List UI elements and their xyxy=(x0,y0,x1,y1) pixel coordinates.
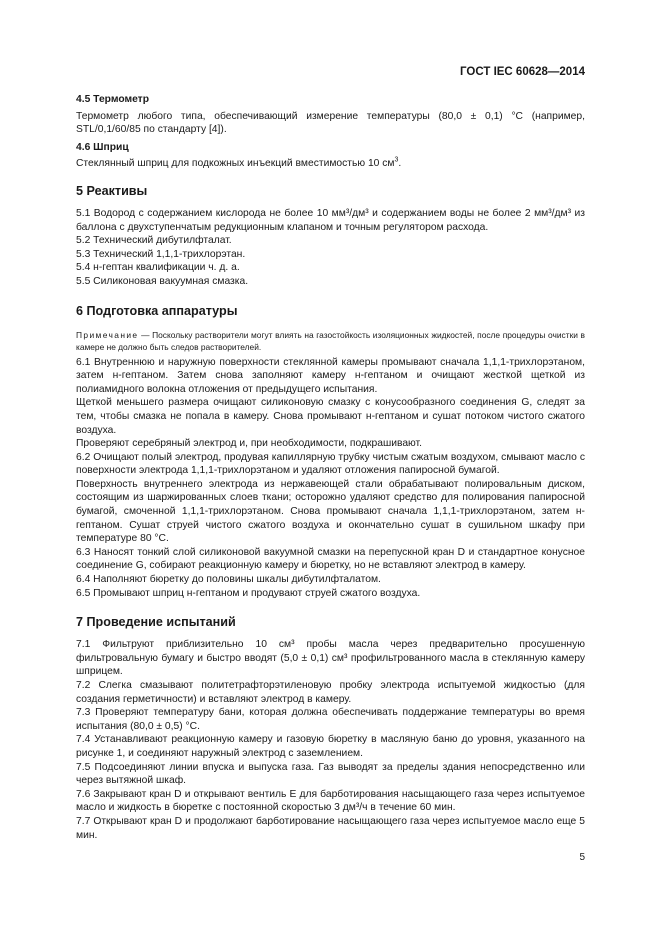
paragraph-5-4: 5.4 н-гептан квалификации ч. д. а. xyxy=(76,262,240,274)
paragraph-7-1: 7.1 Фильтруют приблизительно 10 см³ пробы масла через предварительно просушенную фильтровальную бумагу и быстро вводят (5,0 ± 0,1) см³ профильтрованного масла в стеклянную камеру шприцем. xyxy=(76,639,585,678)
unit-superscript: 3 xyxy=(394,156,399,164)
section-4-6-title: 4.6 Шприц xyxy=(76,141,129,153)
paragraph-5-5: 5.5 Силиконовая вакуумная смазка. xyxy=(76,275,249,287)
paragraph-5-2: 5.2 Технический дибутилфталат. xyxy=(76,235,232,247)
section-4-6-text-end: . xyxy=(398,158,402,170)
paragraph-5-3: 5.3 Технический 1,1,1-трихлорэтан. xyxy=(76,248,246,260)
paragraph-7-4: 7.4 Устанавливают реакционную камеру и газовую бюретку в масляную баню до уровня, указанного на рисунке 1, и соединяют наружный электрод с заземлением. xyxy=(76,734,585,759)
paragraph-6-2-polish: Поверхность внутреннего электрода из нержавеющей стали обрабатывают полировальным диском, состоящим из шаржированных слоев ткани; осторожно удаляют средство для полирования папиросной бумагой, смоченной 1,1,1-трихлорэтаном. Снова промывают сначала 1,1,1-трихлорэтаном, затем н-гептаном. Сушат струей чистого сжатого воздуха и окончательно сушат в сушильном шкафу при температуре 80 °С. xyxy=(76,478,585,545)
section-4-5-text: Термометр любого типа, обеспечивающий измерение температуры (80,0 ± 0,1) °С (например, STL/0,1/60/85 по стандарту [4]). xyxy=(76,110,585,136)
paragraph-7-3: 7.3 Проверяют температуру бани, которая должна обеспечивать поддержание температуры во время испытания (80,0 ± 0,5) °С. xyxy=(76,707,585,732)
paragraph-7-5: 7.5 Подсоединяют линии впуска и выпуска газа. Газ выводят за пределы здания непосредственно или через вытяжной шкаф. xyxy=(76,761,585,787)
paragraph-6-1-electrode: Проверяют серебряный электрод и, при необходимости, подкрашивают. xyxy=(76,438,422,450)
paragraph-6-4: 6.4 Наполняют бюретку до половины шкалы дибутилфталатом. xyxy=(76,574,381,586)
section-6-heading: 6 Подготовка аппаратуры xyxy=(76,303,238,318)
paragraph-5-1: 5.1 Водород с содержанием кислорода не более 10 мм³/дм³ и содержанием воды не более 2 мм³/дм³ из баллона с двухступенчатым редукционным клапаном и точным регулятором расхода. xyxy=(76,207,585,233)
paragraph-6-1-brush: Щеткой меньшего размера очищают силиконовую смазку с конусообразного соединения G, следят за тем, чтобы смазка не попала в камеру. Снова промывают н-гептаном и сушат потоком чистого сжатого воздуха. xyxy=(76,397,585,436)
paragraph-7-6: 7.6 Закрывают кран D и открывают вентиль E для барботирования насыщающего газа через испытуемое масло и жидкость в бюретке с постоянной скоростью 3 дм³/ч в течение 60 мин. xyxy=(76,788,585,814)
section-4-5-title: 4.5 Термометр xyxy=(76,94,150,105)
standard-number: ГОСТ IEC 60628—2014 xyxy=(460,66,585,78)
paragraph-7-2: 7.2 Слегка смазывают политетрафторэтиленовую пробку электрода испытуемой жидкостью (для создания герметичности) и вставляют электрод в камеру. xyxy=(76,680,585,705)
paragraph-7-7: 7.7 Открывают кран D и продолжают барботирование насыщающего газа через испытуемое масло еще 5 мин. xyxy=(76,815,585,841)
section-4-6-text xyxy=(76,157,585,171)
page-content xyxy=(76,93,585,842)
section-5-heading: 5 Реактивы xyxy=(76,183,148,198)
paragraph-6-2: 6.2 Очищают полый электрод, продувая капиллярную трубку чистым сжатым воздухом, смывают масло с поверхности электрода 1,1,1-трихлорэтаном и удаляют отложения папиросной бумагой. xyxy=(76,451,585,477)
page-number: 5 xyxy=(579,852,585,863)
section-4-6-text-main: Стеклянный шприц для подкожных инъекций вместимостью 10 см xyxy=(76,158,395,170)
note-label: Примечание xyxy=(76,329,139,340)
paragraph-6-5: 6.5 Промывают шприц н-гептаном и продувают струей сжатого воздуха. xyxy=(76,587,421,599)
paragraph-6-3: 6.3 Наносят тонкий слой силиконовой вакуумной смазки на перепускной кран D и стандартное конусное соединение G, собирают реакционную камеру и бюретку, но не вставляют электрод в камеру. xyxy=(76,546,585,572)
section-6-note xyxy=(76,329,585,353)
section-7-heading: 7 Проведение испытаний xyxy=(76,615,236,630)
note-text: — Поскольку растворители могут влиять на газостойкость изоляционных жидкостей, после процедуры очистки в камере не должно быть следов растворителей. xyxy=(76,329,585,352)
paragraph-6-1: 6.1 Внутреннюю и наружную поверхности стеклянной камеры промывают сначала 1,1,1-трихлорэтаном, затем н-гептаном. Затем снова заполняют камеру н-гептаном и очищают жесткой щеткой из полиамидного волокна отложения от предыдущего испытания. xyxy=(76,356,585,395)
